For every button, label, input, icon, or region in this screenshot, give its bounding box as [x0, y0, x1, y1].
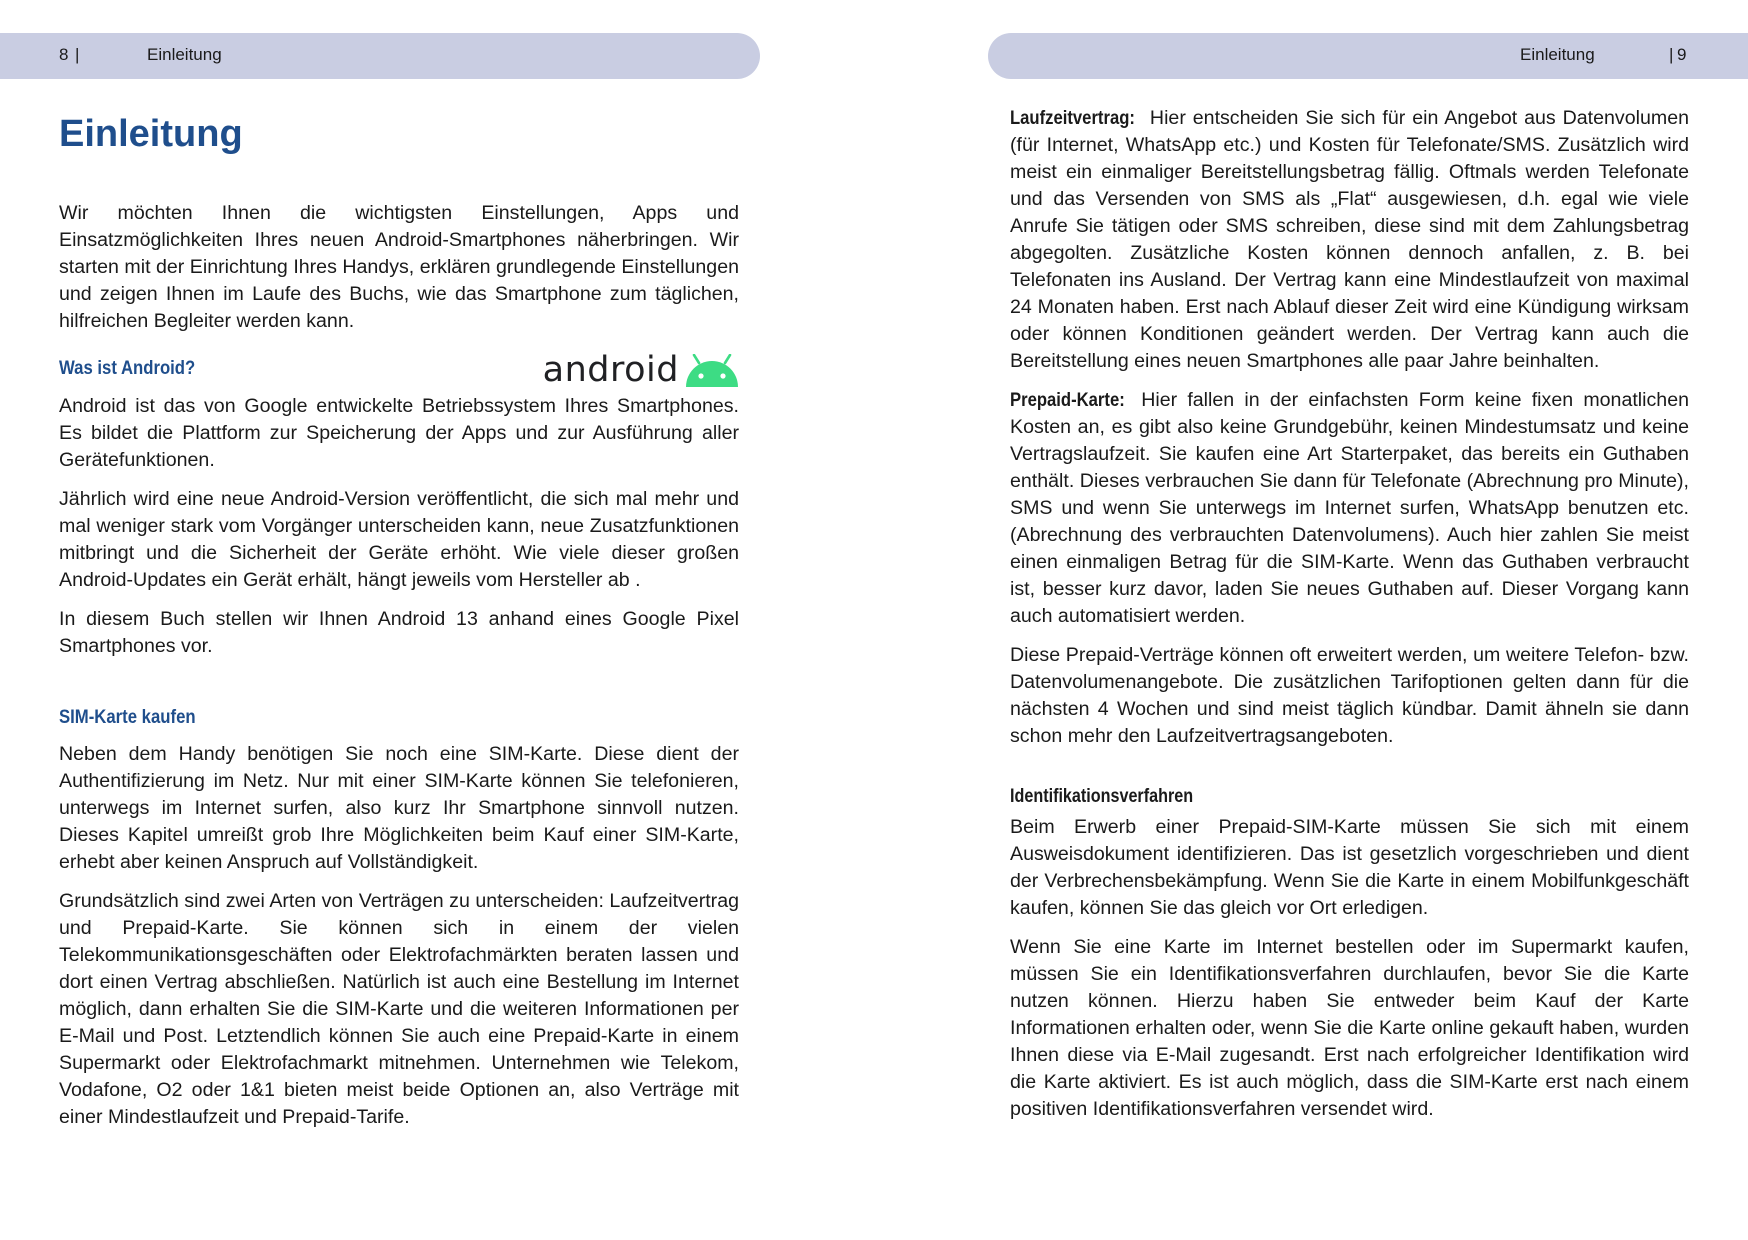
- prepaid-paragraph-2: Diese Prepaid-Verträge können oft erweitert werden, um weitere Telefon- bzw. Datenvolumenangebote. Die zusätzlichen Tarifoptionen gelten dann für die nächsten 4 Wochen und sind meist täglich kündbar. Damit ähneln sie dann schon mehr den Laufzeitvertragsangeboten.: [1010, 644, 1689, 747]
- ident-paragraph-2: Wenn Sie eine Karte im Internet bestellen oder im Supermarkt kaufen, müssen Sie ein Identifikationsverfahren durchlaufen, bevor Sie die Karte nutzen können. Hierzu haben Sie entweder beim Kauf der Karte Informationen erhalten oder, wenn Sie die Karte online gekauft haben, wurden Ihnen diese via E-Mail zugesandt. Erst nach erfolgreicher Identifikation wird die Karte aktiviert. Es ist auch möglich, dass die SIM-Karte erst nach einem positiven Identifikationsverfahren versendet wird.: [1010, 936, 1689, 1120]
- android-paragraph-3: In diesem Buch stellen wir Ihnen Android 13 anhand eines Google Pixel Smartphones vor.: [59, 608, 739, 657]
- running-title-left: Einleitung: [147, 45, 222, 64]
- android-wordmark: android: [542, 350, 679, 390]
- prepaid-label: Prepaid-Karte:: [1010, 389, 1125, 411]
- contract-text: Hier entscheiden Sie sich für ein Angebot aus Datenvolumen (für Internet, WhatsApp etc.) und Kosten für Telefonate/SMS. Zusätzlich wird meist ein einmaliger Bereitstellungsbetrag fällig. Oftmals werden Telefonate und das Versenden von SMS als „Flat“ ausgewiesen, d.h. egal wie viele Anrufe Sie tätigen oder SMS schreiben, diese sind mit dem Zahlungsbetrag abgegolten. Zusätzliche Kosten können dennoch anfallen, z. B. bei Telefonaten ins Ausland. Der Vertrag kann eine Mindestlaufzeit von maximal 24 Monaten haben. Erst nach Ablauf dieser Zeit wird eine Kündigung wirksam oder können Konditionen geändert werden. Der Vertrag kann auch die Bereitstellung eines neuen Smartphones alle paar Jahre beinhalten.: [1010, 107, 1689, 372]
- sim-paragraph-2: Grundsätzlich sind zwei Arten von Verträgen zu unterscheiden: Laufzeitvertrag und Prepaid-Karte. Sie können sich in einem der vielen Telekommunikationsgeschäften oder Elektrofachmärkten beraten lassen und dort einen Vertrag abschließen. Natürlich ist auch eine Bestellung im Internet möglich, dann erhalten Sie die SIM-Karte und die weiteren Informationen per E-Mail und Post. Letztendlich können Sie auch eine Prepaid-Karte in einem Supermarkt oder Elektrofachmarkt mitnehmen. Unternehmen wie Telekom, Vodafone, O2 oder 1&1 bieten meist beide Optionen an, also Verträge mit einer Mindestlaufzeit und Prepaid-Tarife.: [59, 890, 739, 1128]
- prepaid-paragraph: [1010, 387, 1689, 630]
- right-page: [1010, 105, 1689, 1135]
- android-paragraph-2: Jährlich wird eine neue Android-Version veröffentlicht, die sich mal mehr und mal weniger stark vom Vorgänger unterscheiden kann, neue Zusatzfunktionen mitbringt und die Sicherheit der Geräte erhöht. Wie viele dieser großen Android-Updates ein Gerät erhält, hängt jeweils vom Hersteller ab .: [59, 488, 739, 591]
- ident-heading: Identifikationsverfahren: [1010, 786, 1194, 807]
- contract-label: Laufzeitvertrag:: [1010, 107, 1135, 129]
- ident-paragraph-1: Beim Erwerb einer Prepaid-SIM-Karte müssen Sie sich mit einem Ausweisdokument identifizieren. Das ist gesetzlich vorgeschrieben und dient der Verbrechensbekämpfung. Wenn Sie die Karte in einem Mobilfunkgeschäft kaufen, können Sie das gleich vor Ort erledigen.: [1010, 816, 1689, 919]
- android-robot-icon: [685, 354, 739, 388]
- page-header-left: [0, 33, 760, 79]
- sim-heading: SIM-Karte kaufen: [59, 707, 196, 728]
- chapter-title: Einleitung: [59, 113, 243, 155]
- intro-paragraph: Wir möchten Ihnen die wichtigsten Einstellungen, Apps und Einsatzmöglichkeiten Ihres neuen Android-Smartphones näherbringen. Wir starten mit der Einrichtung Ihres Handys, erklären grundlegende Einstellungen und zeigen Ihnen im Laufe des Buchs, wie das Smartphone zum täglichen, hilfreichen Begleiter werden kann.: [59, 202, 739, 332]
- header-separator-left: |: [75, 45, 80, 64]
- left-page: [59, 105, 739, 1143]
- prepaid-text: Hier fallen in der einfachsten Form keine fixen monatlichen Kosten an, es gibt also keine Grundgebühr, keinen Mindestumsatz und keine Vertragslaufzeit. Sie kaufen eine Art Starterpaket, das bereits ein Guthaben enthält. Dieses verbrauchen Sie dann für Telefonate (Abrechnung pro Minute), SMS und wenn Sie unterwegs im Internet surfen, WhatsApp benutzen etc. (Abrechnung des verbrauchten Datenvolumens). Auch hier zahlen Sie meist einen einmaligen Betrag für die SIM-Karte. Wenn das Guthaben verbraucht ist, besser kurz davor, laden Sie neues Guthaben auf. Dieser Vorgang kann auch automatisiert werden.: [1010, 389, 1689, 627]
- android-heading: Was ist Android?: [59, 358, 196, 379]
- contract-paragraph: [1010, 105, 1689, 375]
- android-paragraph-1: Android ist das von Google entwickelte Betriebssystem Ihres Smartphones. Es bildet die Plattform zur Speicherung der Apps und zur Ausführung aller Gerätefunktionen.: [59, 395, 739, 471]
- header-separator-right: |: [1669, 45, 1674, 64]
- android-logo: [543, 348, 739, 390]
- running-title-right: Einleitung: [1520, 45, 1595, 64]
- android-section-header: [59, 348, 739, 390]
- page-header-right: [988, 33, 1748, 79]
- page-number-left: 8: [59, 45, 69, 64]
- sim-paragraph-1: Neben dem Handy benötigen Sie noch eine SIM-Karte. Diese dient der Authentifizierung im Netz. Nur mit einer SIM-Karte können Sie telefonieren, unterwegs im Internet surfen, also kurz Ihr Smartphone sinnvoll nutzen. Dieses Kapitel umreißt grob Ihre Möglichkeiten beim Kauf einer SIM-Karte, erhebt aber keinen Anspruch auf Vollständigkeit.: [59, 743, 739, 873]
- page-number-right: 9: [1677, 45, 1687, 64]
